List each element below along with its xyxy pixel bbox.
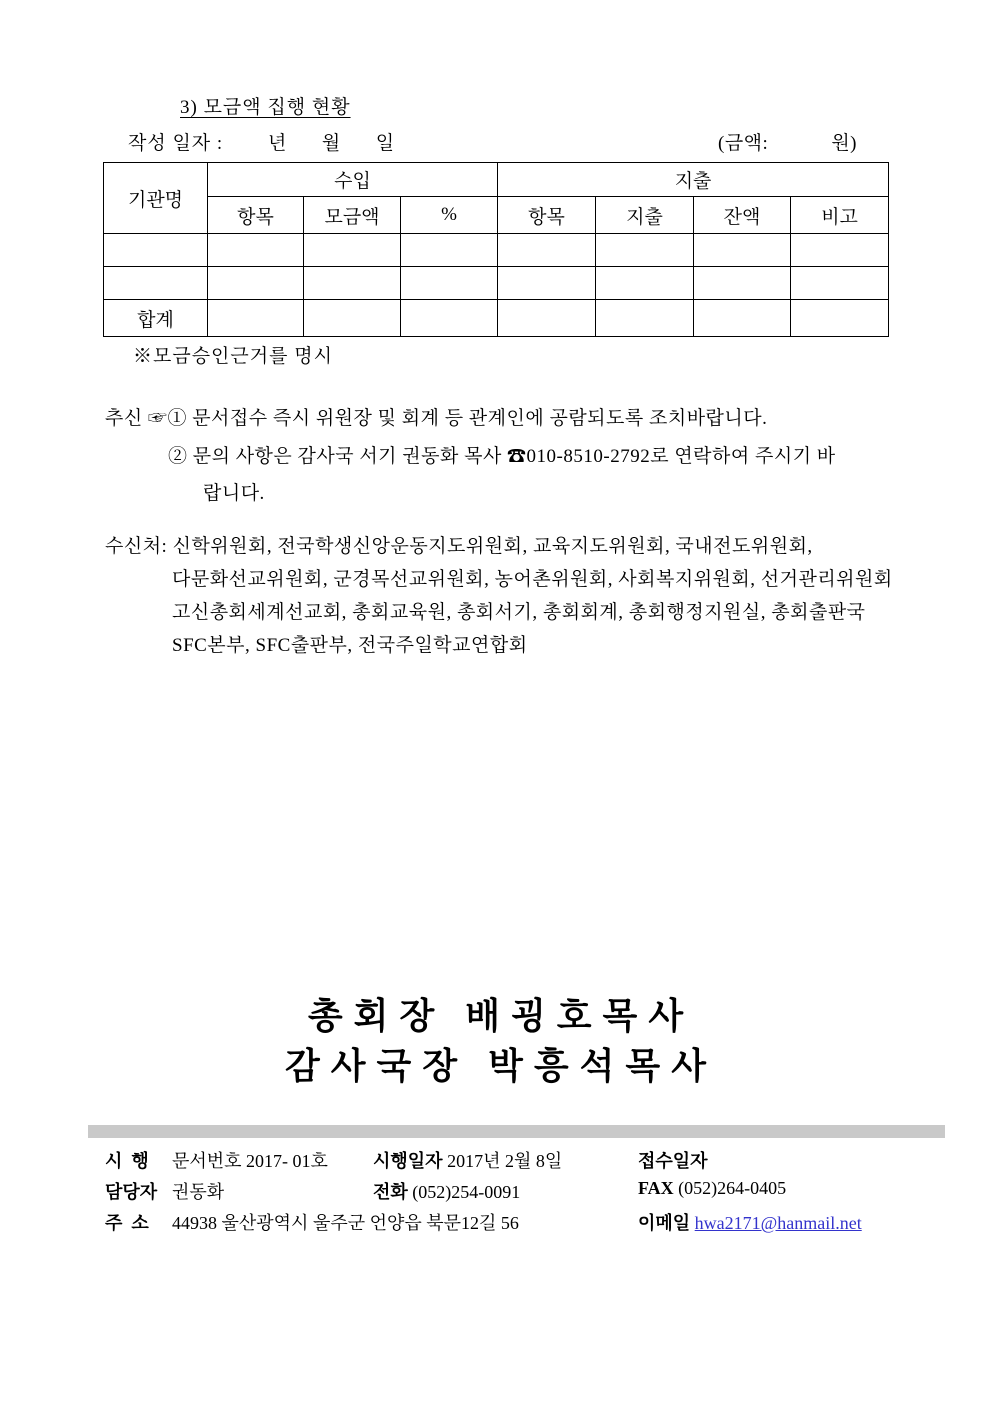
recipients-line-4: SFC본부, SFC출판부, 전국주일학교연합회 <box>172 635 528 656</box>
table-cell <box>498 267 596 300</box>
footer-divider-bar <box>88 1125 945 1138</box>
fax-group <box>638 1178 786 1199</box>
address-label: 주 소 <box>105 1213 149 1233</box>
table-cell <box>791 267 889 300</box>
table-row-total <box>104 300 889 337</box>
header-expense: 지출 <box>596 197 694 234</box>
table-cell <box>694 267 791 300</box>
signature-audit-director: 감 사 국 장 박 흥 석 목 사 <box>285 1046 707 1086</box>
email-label: 이메일 <box>638 1213 691 1233</box>
table-cell <box>401 234 498 267</box>
table-cell <box>208 267 304 300</box>
header-remarks: 비고 <box>791 197 889 234</box>
email-link[interactable]: hwa2171@hanmail.net <box>694 1213 862 1233</box>
table-cell <box>596 234 694 267</box>
write-date-fields: 년 월 일 <box>268 133 396 154</box>
table-cell <box>694 234 791 267</box>
phone-label: 전화 <box>373 1182 408 1202</box>
issue-date-label: 시행일자 <box>373 1151 443 1171</box>
receipt-date-label: 접수일자 <box>638 1151 708 1171</box>
postscript-line-3: 랍니다. <box>203 483 265 504</box>
table-cell <box>596 300 694 337</box>
table-cell <box>498 300 596 337</box>
person-in-charge-label: 담당자 <box>105 1182 158 1202</box>
postscript-line-2: ② 문의 사항은 감사국 서기 권동화 목사 ☎010-8510-2792로 연락하여 주시기 바 <box>168 446 836 467</box>
header-expense-item: 항목 <box>498 197 596 234</box>
email-group <box>638 1209 862 1235</box>
recipients-line-1: 수신처: 신학위원회, 전국학생신앙운동지도위원회, 교육지도위원회, 국내전도위원회, <box>105 536 813 557</box>
person-in-charge-value: 권동화 <box>172 1182 225 1202</box>
table-row-empty-1 <box>104 234 889 267</box>
header-balance: 잔액 <box>694 197 791 234</box>
table-cell <box>791 234 889 267</box>
table-row-empty-2 <box>104 267 889 300</box>
table-cell <box>104 234 208 267</box>
document-number: 문서번호 2017- 01호 <box>172 1151 328 1171</box>
table-cell <box>401 267 498 300</box>
table-cell <box>304 234 401 267</box>
recipients-line-2: 다문화선교위원회, 군경목선교위원회, 농어촌위원회, 사회복지위원회, 선거관리위원회 <box>172 569 893 590</box>
amount-field: (금액: 원) <box>718 133 857 154</box>
table-cell <box>498 234 596 267</box>
header-income-group: 수입 <box>208 163 498 197</box>
total-label-cell: 합계 <box>104 300 208 337</box>
issue-label: 시 행 <box>105 1151 149 1171</box>
table-cell <box>208 234 304 267</box>
header-income-item: 항목 <box>208 197 304 234</box>
fund-approval-note: ※모금승인근거를 명시 <box>133 346 333 367</box>
table-cell <box>401 300 498 337</box>
table-cell <box>791 300 889 337</box>
phone-group <box>373 1178 520 1204</box>
recipients-line-3: 고신총회세계선교회, 총회교육원, 총회서기, 총회회계, 총회행정지원실, 총회출판국 <box>172 602 866 623</box>
table-cell <box>304 267 401 300</box>
receipt-date-group <box>638 1147 712 1173</box>
header-percent: % <box>401 197 498 234</box>
address-value: 44938 울산광역시 울주군 언양읍 북문12길 56 <box>172 1213 519 1233</box>
fax-label: FAX <box>638 1178 674 1198</box>
table-cell <box>596 267 694 300</box>
header-expense-group: 지출 <box>498 163 889 197</box>
header-org-name: 기관명 <box>104 163 208 234</box>
write-date-label: 작성 일자 : <box>128 133 224 154</box>
postscript-line-1: 추신 ☞① 문서접수 즉시 위원장 및 회계 등 관계인에 공람되도록 조치바랍니다. <box>105 408 768 429</box>
issue-date-group <box>373 1147 562 1173</box>
fund-execution-table <box>103 162 889 337</box>
fax-value: (052)264-0405 <box>678 1178 787 1198</box>
signature-moderator: 총 회 장 배 굉 호 목 사 <box>307 996 685 1036</box>
table-cell <box>694 300 791 337</box>
phone-value: (052)254-0091 <box>412 1182 521 1202</box>
header-fund-amount: 모금액 <box>304 197 401 234</box>
table-cell <box>304 300 401 337</box>
issue-date-value: 2017년 2월 8일 <box>447 1151 563 1171</box>
table-cell <box>104 267 208 300</box>
table-cell <box>208 300 304 337</box>
section-title: 3) 모금액 집행 현황 <box>180 97 351 118</box>
